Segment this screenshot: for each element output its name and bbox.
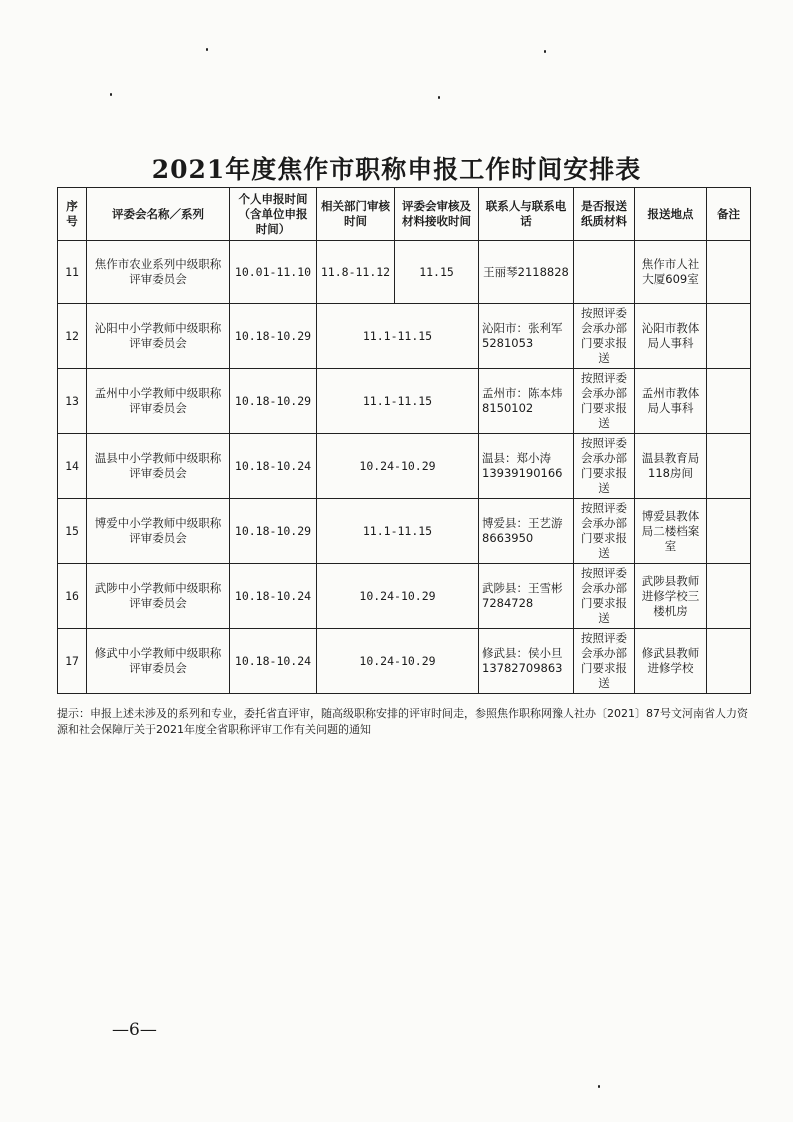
cell-personal-time: 10.18-10.29 [230,304,317,369]
cell-review-merged: 11.1-11.15 [317,369,479,434]
cell-committee-review: 11.15 [395,241,479,304]
cell-personal-time: 10.18-10.29 [230,499,317,564]
cell-dept-review: 11.8-11.12 [317,241,395,304]
cell-location: 温县教育局118房间 [635,434,707,499]
cell-paper: 按照评委会承办部门要求报送 [574,499,635,564]
cell-seq: 15 [58,499,87,564]
cell-location: 焦作市人社大厦609室 [635,241,707,304]
cell-contact: 沁阳市：张利军 5281053 [479,304,574,369]
cell-contact: 王丽琴2118828 [479,241,574,304]
cell-personal-time: 10.18-10.29 [230,369,317,434]
cell-seq: 11 [58,241,87,304]
cell-paper: 按照评委会承办部门要求报送 [574,434,635,499]
scan-speck [544,50,546,53]
cell-seq: 12 [58,304,87,369]
cell-location: 修武县教师进修学校 [635,629,707,694]
cell-contact: 博爱县：王艺游 8663950 [479,499,574,564]
cell-seq: 14 [58,434,87,499]
cell-location: 博爱县教体局二楼档案室 [635,499,707,564]
cell-paper: 按照评委会承办部门要求报送 [574,629,635,694]
cell-review-merged: 11.1-11.15 [317,304,479,369]
cell-personal-time: 10.18-10.24 [230,434,317,499]
cell-seq: 17 [58,629,87,694]
table-row [58,564,751,629]
page-title: 2021年度焦作市职称申报工作时间安排表 [151,155,642,184]
cell-remark [707,434,751,499]
cell-committee: 温县中小学教师中级职称评审委员会 [87,434,230,499]
cell-remark [707,369,751,434]
scan-speck [598,1085,600,1088]
header-seq: 序号 [58,188,87,241]
cell-paper: 按照评委会承办部门要求报送 [574,369,635,434]
cell-location: 沁阳市教体局人事科 [635,304,707,369]
cell-committee: 武陟中小学教师中级职称评审委员会 [87,564,230,629]
table-row [58,304,751,369]
cell-seq: 13 [58,369,87,434]
cell-remark [707,564,751,629]
cell-committee: 孟州中小学教师中级职称评审委员会 [87,369,230,434]
cell-paper: 按照评委会承办部门要求报送 [574,304,635,369]
cell-personal-time: 10.18-10.24 [230,629,317,694]
cell-location: 孟州市教体局人事科 [635,369,707,434]
table-row [58,499,751,564]
cell-committee: 博爱中小学教师中级职称评审委员会 [87,499,230,564]
cell-location: 武陟县教师进修学校三楼机房 [635,564,707,629]
scan-speck [438,96,440,99]
page-number: —6— [112,1020,157,1040]
scan-speck [206,48,208,51]
cell-paper: 按照评委会承办部门要求报送 [574,564,635,629]
header-dept-review: 相关部门审核时间 [317,188,395,241]
header-committee-review: 评委会审核及材料接收时间 [395,188,479,241]
cell-committee: 修武中小学教师中级职称评审委员会 [87,629,230,694]
cell-contact: 孟州市：陈本炜8150102 [479,369,574,434]
header-committee: 评委会名称／系列 [87,188,230,241]
table-row [58,369,751,434]
cell-review-merged: 10.24-10.29 [317,434,479,499]
cell-remark [707,629,751,694]
cell-seq: 16 [58,564,87,629]
header-remark: 备注 [707,188,751,241]
cell-paper [574,241,635,304]
cell-contact: 修武县：侯小旦 13782709863 [479,629,574,694]
cell-personal-time: 10.01-11.10 [230,241,317,304]
footnote: 提示：申报上述未涉及的系列和专业，委托省直评审，随高级职称安排的评审时间走，参照焦作职称网豫人社办〔2021〕87号文河南省人力资源和社会保障厅关于2021年度全省职称评审工作有关问题的通知 [57,707,748,736]
cell-personal-time: 10.18-10.24 [230,564,317,629]
header-contact: 联系人与联系电话 [479,188,574,241]
cell-remark [707,304,751,369]
schedule-table [57,187,751,694]
header-row [58,188,751,241]
cell-review-merged: 10.24-10.29 [317,629,479,694]
cell-contact: 温县：郑小涛 13939190166 [479,434,574,499]
cell-review-merged: 10.24-10.29 [317,564,479,629]
cell-committee: 沁阳中小学教师中级职称评审委员会 [87,304,230,369]
header-location: 报送地点 [635,188,707,241]
header-personal-time: 个人申报时间（含单位申报时间） [230,188,317,241]
table-row [58,434,751,499]
cell-committee: 焦作市农业系列中级职称评审委员会 [87,241,230,304]
table-row [58,629,751,694]
cell-review-merged: 11.1-11.15 [317,499,479,564]
cell-remark [707,241,751,304]
header-paper: 是否报送纸质材料 [574,188,635,241]
scan-speck [110,93,112,96]
cell-remark [707,499,751,564]
cell-contact: 武陟县：王雪彬 7284728 [479,564,574,629]
table-row [58,241,751,304]
